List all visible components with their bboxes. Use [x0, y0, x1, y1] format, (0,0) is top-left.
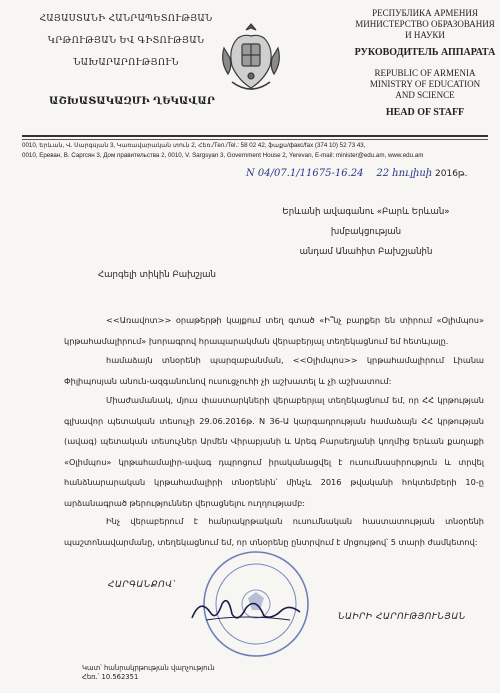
recipient-line: Երևանի ավագանու «Բարև Երևան» խմբակցության — [282, 207, 450, 237]
body-paragraph: <<Առավոտ>> օրաթերթի կայքում տեղ գտած «Ի՞նչ բարքեր են տիրում «Օլիմպոս» կրթահամալիրում» խորագրով հրապարակման վերաբերյալ տեղեկացնում եմ հետևյալը. — [64, 315, 484, 346]
recipient-block — [246, 202, 486, 262]
coat-of-arms-icon — [218, 18, 284, 96]
body-paragraph: համաձայն տնօրենի պարզաբանման, <<Օլիմպոս>> կրթահամալիրում Լիանա Փիլիպոսյան անուն-ազգանունով ուսուցչուհի չի աշխատել և չի աշխատում: — [64, 355, 484, 386]
body-paragraph: Միաժամանակ, մյուս փաստարկների վերաբերյալ տեղեկացնում եմ, որ ՀՀ կրթության գլխավոր պետական տեսուչի 29.06.2016թ. N 36-Ա կարգադրության համաձայն ՀՀ կրթության (ավագ) պետական տեսուչներ Արմեն Վիրաբյանի և Արեգ Բարսեղյանի կողմից Երևան քաղաքի «Օլիմպոս» կրթահամալիր-ավագ դպրոցում իրականացվել է ուսումնասիրություն և տրվել հանձնարարական կրթահամալիրի տնօրենին՝ մինչև 2016 թվականի հոկտեմբերի 10-ը արձանագրած թերություններ վերացնելու ուղղությամբ: — [64, 395, 484, 508]
letterhead-foreign — [350, 8, 500, 118]
letterhead-ru-line: МИНИСТЕРСТВО ОБРАЗОВАНИЯ — [355, 19, 495, 29]
signer-name: ՆԱԻՐԻ ՀԱՐՈՒԹՅՈՒՆՅԱՆ — [338, 612, 466, 622]
signature-icon — [186, 590, 306, 630]
executor-line: Կատ՝ հանրակրթության վարչություն — [82, 664, 215, 672]
reference-date: 22 հուլիսի — [376, 168, 433, 179]
reference-year: 2016թ. — [435, 169, 468, 179]
letterhead-en-line: AND SCIENCE — [395, 90, 455, 100]
letterhead-armenian — [26, 8, 226, 74]
address-line: 0010, Երևան, Վ. Սարգսյան 3, Կառավարական տուն 2, Հեռ./Тел./Tel.: 58 02 42, ֆաքս/факс/fax (374 10) 52 73 43, — [22, 142, 366, 149]
body-paragraph: Ինչ վերաբերում է հանրակրթական ուսումնական հաստատության տնօրենի պաշտոնավարմանը, տեղեկացնում եմ, որ տնօրենը ընտրվում է մրցույթով՝ 5 տարի ժամկետով: — [64, 516, 484, 547]
letterhead-en-line: REPUBLIC OF ARMENIA — [374, 68, 476, 78]
executor-line: Հեռ.՝ 10.562351 — [82, 673, 139, 681]
letterhead-arm-line: ՆԱԽԱՐԱՐՈՒԹՅՈՒՆ — [73, 58, 179, 68]
letterhead-arm-line: ԿՐԹՈՒԹՅԱՆ ԵՎ ԳԻՏՈՒԹՅԱՆ — [47, 36, 205, 46]
letterhead-en-head: HEAD OF STAFF — [385, 107, 465, 118]
letterhead-divider-thin — [22, 139, 488, 140]
reference-line — [246, 168, 467, 179]
executor-note — [82, 664, 215, 682]
address-line: 0010, Ереван, В. Саргсян 3, Дом правительства 2, 0010, V. Sargsyan 3, Government House 2, Yerevan, E-mail: minister@edu.am, www.edu.am — [22, 152, 424, 159]
letterhead-arm-line: ՀԱՅԱՍՏԱՆԻ ՀԱՆՐԱՊԵՏՈՒԹՅԱՆ — [39, 14, 213, 24]
salutation: Հարգելի տիկին Բախշյան — [98, 270, 216, 280]
letterhead-ru-head: РУКОВОДИТЕЛЬ АППАРАТА — [354, 47, 496, 58]
reference-number: N 04/07.1/11675-16.24 — [246, 168, 364, 179]
closing: ՀԱՐԳԱՆՔՈՎ՝ — [108, 580, 176, 590]
letterhead-en-line: MINISTRY OF EDUCATION — [369, 79, 481, 89]
letterhead-arm-head: ԱՇԽԱՏԱԿԱԶՄԻ ՂԵԿԱՎԱՐ — [49, 96, 215, 107]
letterhead-ru-line: РЕСПУБЛИКА АРМЕНИЯ — [372, 8, 478, 18]
recipient-line: անդամ Անահիտ Բախշյանին — [299, 247, 433, 257]
letterhead-ru-line: И НАУКИ — [405, 30, 445, 40]
letterhead-divider — [22, 135, 488, 137]
